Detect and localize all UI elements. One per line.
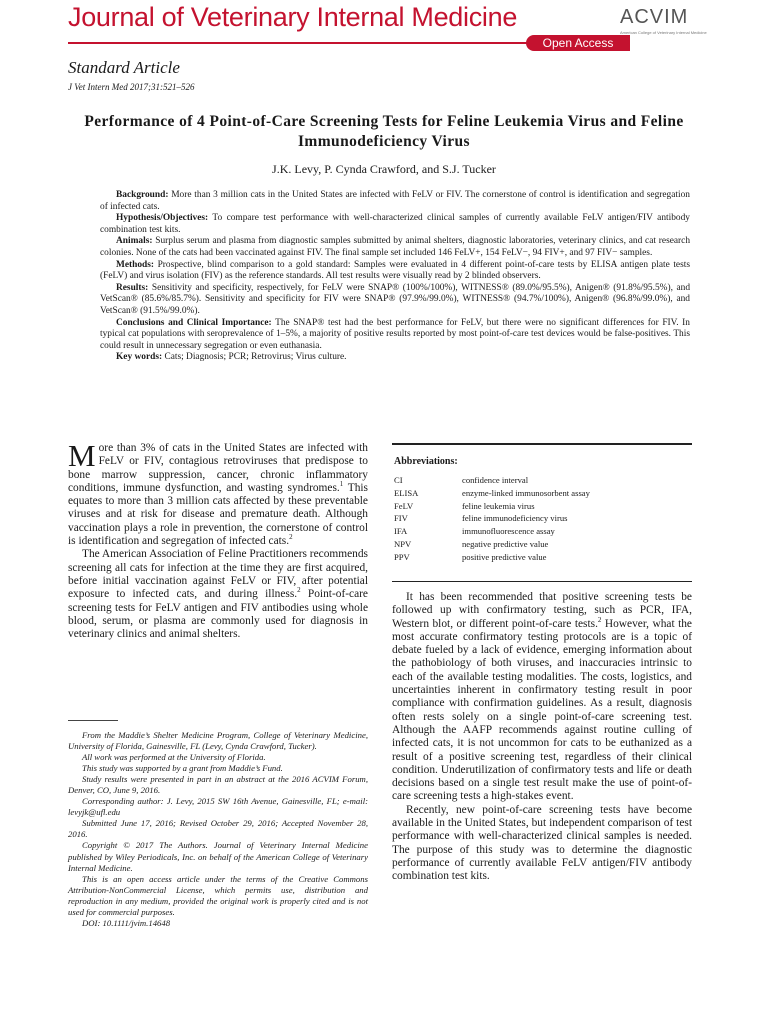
abstract-hypothesis <box>100 213 690 236</box>
intro-paragraph-2 <box>68 548 368 641</box>
header-rule <box>68 42 528 44</box>
reference-marker[interactable]: 2 <box>289 533 293 542</box>
abbreviation-value: enzyme-linked immunosorbent assay <box>462 487 590 498</box>
abbreviation-row <box>394 500 690 513</box>
reference-marker[interactable]: 1 <box>339 480 344 489</box>
footnotes <box>68 730 368 929</box>
abstract-methods <box>100 260 690 283</box>
drop-cap: M <box>68 438 96 473</box>
abstract-conclusions-label: Conclusions and Clinical Importance: <box>116 317 272 328</box>
body-paragraph-confirmatory <box>392 591 692 804</box>
footnote-license: This is an open access article under the terms of the Creative Commons Attribution-NonCommercial License, which permits use, distribution and reproduction in any medium, provided the original work is properly cited and is not used for commercial purposes. <box>68 873 368 917</box>
article-type: Standard Article <box>68 58 180 77</box>
abstract-keywords-label: Key words: <box>116 352 163 363</box>
abbreviation-value: immunofluorescence assay <box>462 526 555 537</box>
abbreviation-row <box>394 487 690 500</box>
abbreviations-bottom-rule <box>392 581 692 582</box>
footnote-rule <box>68 720 118 721</box>
footnote-doi[interactable]: DOI: 10.1111/jvim.14648 <box>82 917 171 928</box>
body-left-column <box>68 438 368 641</box>
footnote-copyright: Copyright © 2017 The Authors. Journal of Veterinary Internal Medicine published by Wiley Periodicals, Inc. on behalf of the American College of Veterinary Internal Medicine. <box>68 840 368 873</box>
abbreviation-row <box>394 512 690 525</box>
intro-p1-text-b: This equates to more than 3 million cats affected by these preventable viruses and at risk for disease and premature death. Although vaccination plays a role in prevention, the cornerstone of control is identification and segregation of infected cats. <box>68 481 368 548</box>
abstract-hypothesis-text: To compare test performance with well-characterized clinical samples of currently available FeLV antigen/FIV antibody combination test kits. <box>100 213 690 235</box>
intro-p2-text-b: Point-of-care screening tests for FeLV antigen and FIV antibodies using whole blood, serum, or plasma are commonly used for diagnosis in veterinary clinics and animal shelters. <box>68 588 368 641</box>
body-right-p1-text-a: It has been recommended that positive screening tests be followed up with confirmatory testing, such as PCR, IFA, Western blot, or different point-of-care tests. <box>392 591 692 630</box>
footnote-funding: This study was supported by a grant from Maddie’s Fund. <box>82 763 283 774</box>
abbreviation-key: PPV <box>394 551 410 562</box>
acvim-logo-text: ACVIM <box>620 6 689 28</box>
abstract-background-label: Background: <box>116 190 169 200</box>
abstract-animals <box>100 236 690 259</box>
abstract-methods-text: Prospective, blind comparison to a gold standard: Samples were evaluated in 4 different point-of-care tests by ELISA antigen plate tests (FeLV) and virus isolation (FIV) as the reference standards. All test results were visually read by 2 blinded observers. <box>100 259 690 282</box>
intro-p2-text-a: The American Association of Feline Practitioners recommends screening all cats for infection at the time they are first acquired, before initial vaccination against FeLV or FIV, after potential exposure to infected cats, and during illness. <box>68 548 368 601</box>
abstract-methods-label: Methods: <box>116 259 155 270</box>
body-right-column <box>392 591 692 884</box>
abstract-conclusions-text: The SNAP® test had the best performance for FeLV, but there were no significant differences for FIV. In typical cat populations with seroprevalence of 1–5%, a majority of positive results reported by most point-of-care test devices would be false-positives. This could result in unnecessary segregation or even euthanasia. <box>100 317 690 351</box>
abstract <box>100 190 690 364</box>
authors: J.K. Levy, P. Cynda Crawford, and S.J. Tucker <box>272 162 496 176</box>
abstract-background-text: More than 3 million cats in the United States are infected with FeLV or FIV. The cornerstone of control is identification and segregation of infected cats. <box>100 190 690 212</box>
acvim-logo-subtext: American College of Veterinary Internal Medicine <box>620 30 707 35</box>
abbreviation-value: negative predictive value <box>462 538 549 549</box>
acvim-logo <box>620 6 707 40</box>
abbreviation-key: IFA <box>394 526 408 537</box>
footnote-corresponding-author: Corresponding author: J. Levy, 2015 SW 16th Avenue, Gainesville, FL; e-mail: levyjk@ufl.edu <box>68 796 368 818</box>
abbreviations-heading: Abbreviations: <box>394 456 458 467</box>
abbreviation-key: FeLV <box>394 500 414 511</box>
reference-marker[interactable]: 2 <box>597 615 602 624</box>
body-paragraph-purpose: Recently, new point-of-care screening tests have become available in the United States, but independent comparison of test performance with well-characterized clinical samples is needed. The purpose of this study was to determine the diagnostic performance of currently available FeLV antigen/FIV antibody combination test kits. <box>392 803 692 883</box>
abbreviation-key: ELISA <box>394 487 419 498</box>
footnote-affiliation: From the Maddie’s Shelter Medicine Program, College of Veterinary Medicine, University of Florida, Gainesville, FL (Levy, Cynda Crawford, Tucker). <box>68 730 368 752</box>
body-right-p1-text-b: However, what the most accurate confirmatory testing protocols are is a topic of debate fueled by a lack of evidence, emerging information about the pathobiology of both viruses, and inaccuracies intrinsic to each of the available testing modalities. The costs, logistics, and uncertainties inherent in confirmatory testing result in poor compliance with confirmation guidelines. As a result, diagnosis often rests solely on a single point-of-care screening test. Although the AAFP recommends against routine culling of infected cats, it is not uncommon for cats to be euthanized as a result of a positive screening test, regardless of their clinical condition. Underutilization of confirmatory tests and life or death decisions based on a single test result make the use of point-of-care screening tests a high-stakes event. <box>392 617 692 803</box>
abstract-hypothesis-label: Hypothesis/Objectives: <box>116 213 209 224</box>
abbreviation-key: NPV <box>394 538 412 549</box>
intro-paragraph-1 <box>68 438 368 548</box>
abbreviation-key: CI <box>394 475 403 485</box>
abstract-results-text: Sensitivity and specificity, respectively, for FeLV were SNAP® (100%/100%), WITNESS® (89.0%/95.5%), Anigen® (91.8%/95.5%), and VetScan® (85.6%/85.7%). Sensitivity and specificity for FIV were SNAP® (97.9%/99.0%), WITNESS® (94.7%/100%), Anigen® (96.8%/99.0%), and VetScan® (91.5%/99.0%). <box>100 282 691 316</box>
abstract-results-label: Results: <box>116 282 149 293</box>
abbreviations-box <box>392 443 692 583</box>
abstract-results <box>100 283 690 318</box>
abbreviation-value: positive predictive value <box>462 551 547 562</box>
abstract-animals-label: Animals: <box>116 236 153 247</box>
journal-title: Journal of Veterinary Internal Medicine <box>68 2 518 32</box>
abbreviation-value: feline leukemia virus <box>462 500 535 511</box>
abstract-background <box>100 190 690 213</box>
abbreviation-row <box>394 525 690 538</box>
footnote-presentation: Study results were presented in part in an abstract at the 2016 ACVIM Forum, Denver, CO, June 9, 2016. <box>68 774 368 796</box>
abstract-animals-text: Surplus serum and plasma from diagnostic samples submitted by animal shelters, diagnostic laboratories, veterinary clinics, and cat research colonies. None of the cats had been vaccinated against FIV. The final sample set included 146 FeLV+, 154 FeLV−, 94 FIV+, and 97 FIV− samples. <box>100 236 691 258</box>
citation: J Vet Intern Med 2017;31:521–526 <box>68 82 195 92</box>
abbreviation-key: FIV <box>394 513 408 524</box>
paper-title: Performance of 4 Point-of-Care Screening Tests for Feline Leukemia Virus and Feline Immunodeficiency Virus <box>84 113 684 150</box>
intro-p1-text-a: ore than 3% of cats in the United States are infected with FeLV or FIV, contagious retroviruses that predispose to bone marrow suppression, cancer, chronic inflammatory conditions, immune dysfunction, and wasting syndromes. <box>68 442 368 494</box>
abbreviation-value: feline immunodeficiency virus <box>462 513 568 524</box>
abbreviation-value: confidence interval <box>462 475 529 485</box>
abbreviation-row <box>394 474 690 487</box>
abbreviations-list <box>394 474 690 564</box>
open-access-badge: Open Access <box>526 35 630 51</box>
abstract-keywords-text: Cats; Diagnosis; PCR; Retrovirus; Virus culture. <box>164 352 347 363</box>
abbreviation-row <box>394 551 690 564</box>
abstract-keywords <box>100 352 690 364</box>
abbreviation-row <box>394 538 690 551</box>
abstract-conclusions <box>100 318 690 353</box>
abbreviations-top-rule <box>392 443 692 445</box>
footnote-work-location: All work was performed at the University of Florida. <box>82 752 266 763</box>
footnote-dates: Submitted June 17, 2016; Revised October 29, 2016; Accepted November 28, 2016. <box>68 818 368 840</box>
reference-marker[interactable]: 2 <box>297 586 301 595</box>
